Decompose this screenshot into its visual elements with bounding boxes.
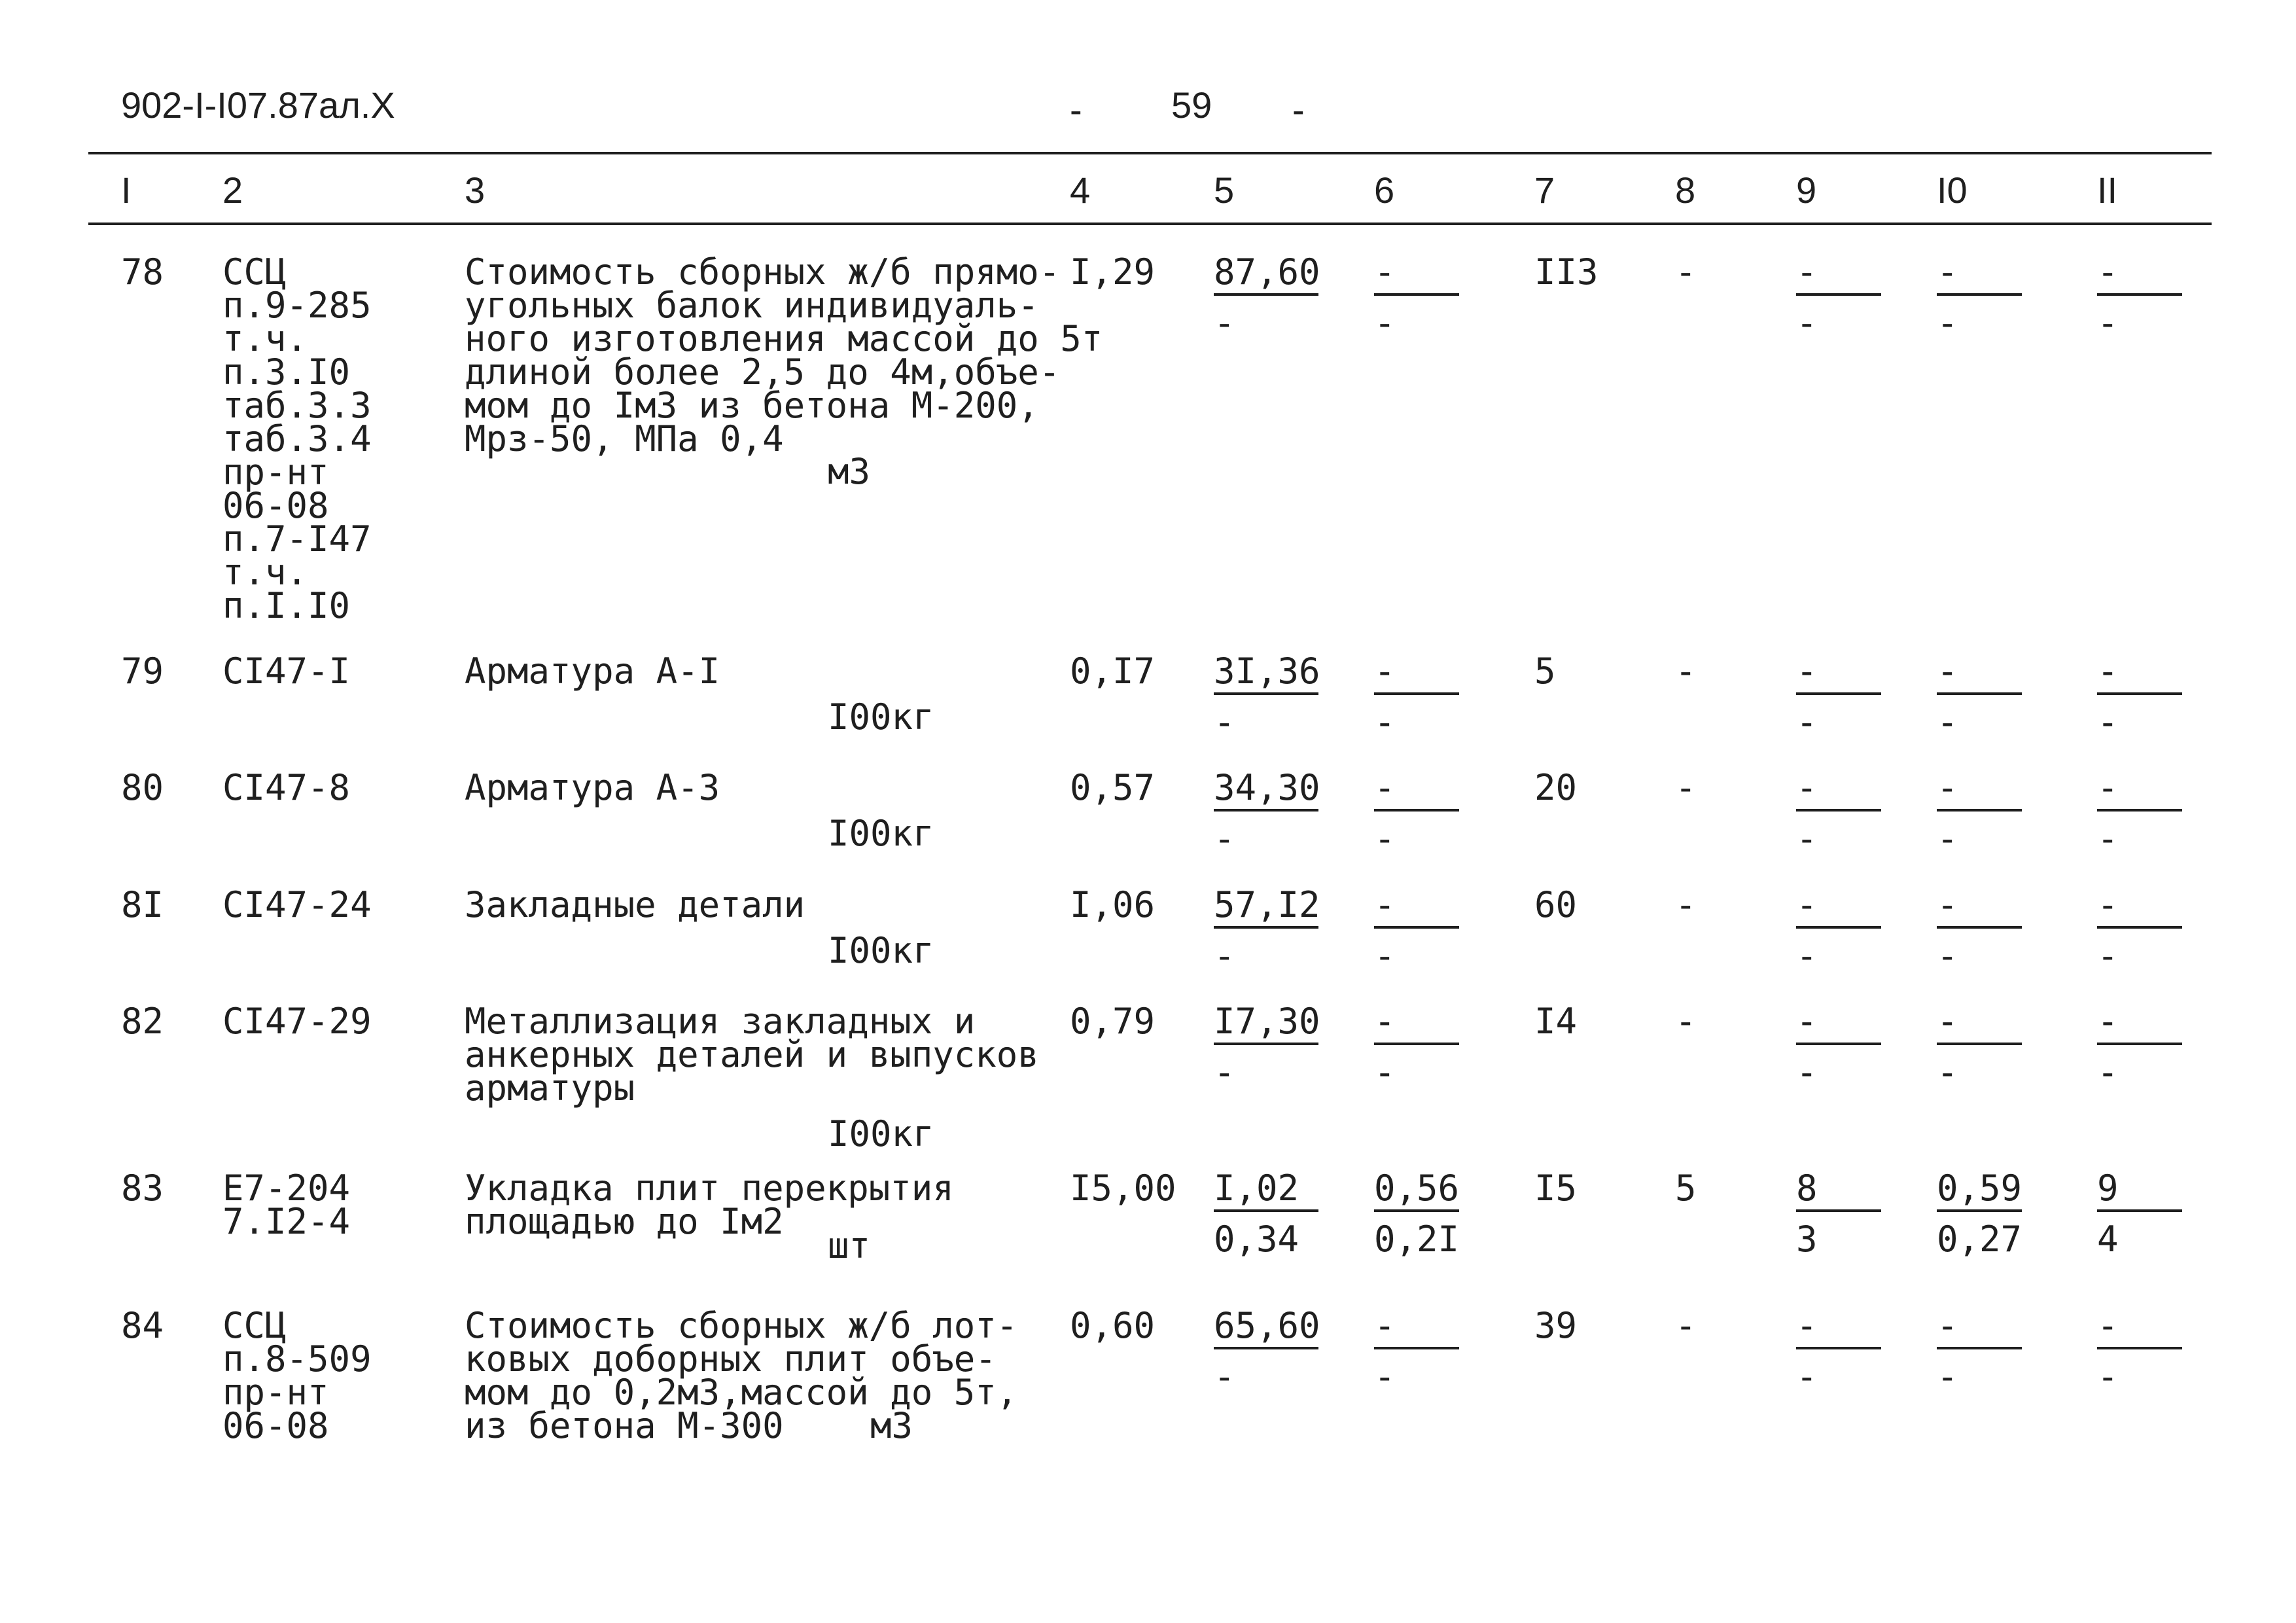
c6-bottom-value: - <box>1374 702 1396 743</box>
c5-top-value: 34,30 <box>1214 767 1320 808</box>
c9-top-value: - <box>1796 1001 1818 1042</box>
c5-fraction-line <box>1214 926 1318 929</box>
c5-top-value: 65,60 <box>1214 1305 1320 1346</box>
c10-bottom-value: - <box>1937 1356 1958 1397</box>
column-header-1: I <box>121 169 132 211</box>
c10-fraction-line <box>1937 1209 2022 1212</box>
unit-of-measure: I00кг <box>828 813 934 854</box>
c9-top-value: - <box>1796 251 1818 293</box>
c11-bottom-value: - <box>2097 1356 2119 1397</box>
c6-bottom-value: - <box>1374 302 1396 344</box>
c5-fraction-line <box>1214 1209 1318 1212</box>
c11-top-value: - <box>2097 1305 2119 1346</box>
c6-bottom-value: 0,2I <box>1374 1219 1460 1260</box>
quantity-value: 0,I7 <box>1070 651 1156 692</box>
col7-value: 5 <box>1534 651 1556 692</box>
price-code-line: таб.3.3 <box>222 385 372 426</box>
c6-fraction-line <box>1374 1209 1459 1212</box>
c6-top-value: - <box>1374 651 1396 692</box>
c11-top-value: - <box>2097 767 2119 808</box>
row-number: 8I <box>121 884 164 925</box>
row-number: 84 <box>121 1305 164 1346</box>
price-code-line: СI47-24 <box>222 884 372 925</box>
row-number: 80 <box>121 767 164 808</box>
unit-of-measure: м3 <box>870 1405 913 1446</box>
c9-top-value: - <box>1796 651 1818 692</box>
c9-bottom-value: - <box>1796 1052 1818 1093</box>
c9-top-value: - <box>1796 767 1818 808</box>
unit-of-measure: I00кг <box>828 1113 934 1154</box>
price-code-line: 06-08 <box>222 1405 329 1446</box>
column-header-4: 4 <box>1070 169 1091 211</box>
col8-value: - <box>1675 1001 1697 1042</box>
c10-top-value: - <box>1937 251 1958 293</box>
work-description-line: угольных балок индивидуаль- <box>465 285 1039 326</box>
col8-value: - <box>1675 251 1697 293</box>
price-code-line: пр-нт <box>222 452 329 493</box>
c9-fraction-line <box>1796 926 1881 929</box>
c11-top-value: - <box>2097 251 2119 293</box>
price-code-line: п.I.I0 <box>222 585 351 626</box>
price-code-line: СI47-I <box>222 651 351 692</box>
c6-top-value: - <box>1374 767 1396 808</box>
c10-fraction-line <box>1937 692 2022 695</box>
work-description-line: анкерных деталей и выпусков <box>465 1034 1039 1075</box>
col8-value: 5 <box>1675 1168 1697 1209</box>
work-description-line: Металлизация закладных и <box>465 1001 976 1042</box>
price-code-line: п.3.I0 <box>222 351 351 393</box>
c10-top-value: - <box>1937 1001 1958 1042</box>
c10-fraction-line <box>1937 809 2022 812</box>
c11-bottom-value: 4 <box>2097 1219 2119 1260</box>
work-description-line: мом до 0,2м3,массой до 5т, <box>465 1372 1018 1413</box>
c9-fraction-line <box>1796 1209 1881 1212</box>
c5-bottom-value: - <box>1214 818 1235 859</box>
price-code-line: ССЦ <box>222 251 287 293</box>
c5-fraction-line <box>1214 809 1318 812</box>
work-description-line: площадью до Iм2 <box>465 1201 784 1242</box>
c11-fraction-line <box>2097 293 2182 296</box>
row-number: 83 <box>121 1168 164 1209</box>
unit-of-measure: I00кг <box>828 696 934 738</box>
c10-bottom-value: - <box>1937 702 1958 743</box>
work-description-line: из бетона М-300 <box>465 1405 784 1446</box>
table-header-bottom-rule <box>88 223 2212 225</box>
c5-bottom-value: - <box>1214 1052 1235 1093</box>
c10-top-value: - <box>1937 651 1958 692</box>
price-code-line: 06-08 <box>222 485 329 526</box>
work-description-line: ковых доборных плит объе- <box>465 1338 997 1380</box>
c10-bottom-value: - <box>1937 302 1958 344</box>
c10-bottom-value: - <box>1937 935 1958 976</box>
page-number: 59 <box>1171 84 1212 126</box>
col8-value: - <box>1675 767 1697 808</box>
c6-top-value: 0,56 <box>1374 1168 1460 1209</box>
row-number: 78 <box>121 251 164 293</box>
c9-fraction-line <box>1796 1347 1881 1349</box>
c5-bottom-value: 0,34 <box>1214 1219 1299 1260</box>
c11-top-value: 9 <box>2097 1168 2119 1209</box>
c6-bottom-value: - <box>1374 818 1396 859</box>
price-code-line: 7.I2-4 <box>222 1201 351 1242</box>
c10-fraction-line <box>1937 1347 2022 1349</box>
c11-bottom-value: - <box>2097 702 2119 743</box>
quantity-value: I5,00 <box>1070 1168 1176 1209</box>
work-description-line: Арматура А-3 <box>465 767 720 808</box>
work-description-line: мом до Iм3 из бетона М-200, <box>465 385 1039 426</box>
c9-top-value: - <box>1796 1305 1818 1346</box>
col7-value: II3 <box>1534 251 1598 293</box>
c6-fraction-line <box>1374 1043 1459 1045</box>
work-description-line: Стоимость сборных ж/б прямо- <box>465 251 1061 293</box>
col7-value: 60 <box>1534 884 1578 925</box>
work-description-line: Арматура А-I <box>465 651 720 692</box>
c5-fraction-line <box>1214 1043 1318 1045</box>
c11-top-value: - <box>2097 1001 2119 1042</box>
c10-top-value: 0,59 <box>1937 1168 2022 1209</box>
col7-value: I5 <box>1534 1168 1578 1209</box>
price-code-line: СI47-29 <box>222 1001 372 1042</box>
col7-value: 20 <box>1534 767 1578 808</box>
c6-fraction-line <box>1374 926 1459 929</box>
price-code-line: п.8-509 <box>222 1338 372 1380</box>
c11-fraction-line <box>2097 692 2182 695</box>
quantity-value: 0,57 <box>1070 767 1156 808</box>
c10-fraction-line <box>1937 293 2022 296</box>
c11-top-value: - <box>2097 651 2119 692</box>
c9-fraction-line <box>1796 809 1881 812</box>
c10-top-value: - <box>1937 884 1958 925</box>
c6-top-value: - <box>1374 1001 1396 1042</box>
c6-top-value: - <box>1374 251 1396 293</box>
c6-bottom-value: - <box>1374 1052 1396 1093</box>
price-code-line: СI47-8 <box>222 767 351 808</box>
quantity-value: 0,79 <box>1070 1001 1156 1042</box>
c9-bottom-value: 3 <box>1796 1219 1818 1260</box>
c5-top-value: 87,60 <box>1214 251 1320 293</box>
column-header-7: 7 <box>1534 169 1555 211</box>
table-top-rule <box>88 152 2212 154</box>
c10-bottom-value: - <box>1937 818 1958 859</box>
price-code-line: т.ч. <box>222 552 308 593</box>
price-code-line: т.ч. <box>222 318 308 359</box>
c10-bottom-value: - <box>1937 1052 1958 1093</box>
c5-top-value: 57,I2 <box>1214 884 1320 925</box>
c5-top-value: I,02 <box>1214 1168 1299 1209</box>
c10-bottom-value: 0,27 <box>1937 1219 2022 1260</box>
c11-fraction-line <box>2097 1209 2182 1212</box>
c11-fraction-line <box>2097 926 2182 929</box>
col8-value: - <box>1675 651 1697 692</box>
column-header-11: II <box>2097 169 2118 211</box>
work-description-line: Укладка плит перекрытия <box>465 1168 954 1209</box>
c6-top-value: - <box>1374 1305 1396 1346</box>
c9-bottom-value: - <box>1796 935 1818 976</box>
row-number: 79 <box>121 651 164 692</box>
price-code-line: п.9-285 <box>222 285 372 326</box>
c6-bottom-value: - <box>1374 1356 1396 1397</box>
column-header-9: 9 <box>1796 169 1817 211</box>
work-description-line: Закладные детали <box>465 884 805 925</box>
c5-top-value: 3I,36 <box>1214 651 1320 692</box>
c6-fraction-line <box>1374 1347 1459 1349</box>
c10-top-value: - <box>1937 1305 1958 1346</box>
col7-value: I4 <box>1534 1001 1578 1042</box>
c6-bottom-value: - <box>1374 935 1396 976</box>
c5-fraction-line <box>1214 1347 1318 1349</box>
c11-fraction-line <box>2097 809 2182 812</box>
c11-bottom-value: - <box>2097 302 2119 344</box>
c5-fraction-line <box>1214 293 1318 296</box>
c9-fraction-line <box>1796 1043 1881 1045</box>
col7-value: 39 <box>1534 1305 1578 1346</box>
page-number-dash-left: - <box>1070 89 1082 130</box>
c9-bottom-value: - <box>1796 818 1818 859</box>
quantity-value: 0,60 <box>1070 1305 1156 1346</box>
c9-top-value: - <box>1796 884 1818 925</box>
work-description-line: Мрз-50, МПа 0,4 <box>465 418 784 459</box>
c5-fraction-line <box>1214 692 1318 695</box>
c6-fraction-line <box>1374 692 1459 695</box>
unit-of-measure: I00кг <box>828 930 934 971</box>
price-code-line: ССЦ <box>222 1305 287 1346</box>
c9-fraction-line <box>1796 692 1881 695</box>
column-header-3: 3 <box>465 169 486 211</box>
page-number-dash-right: - <box>1292 89 1305 130</box>
price-code-line: пр-нт <box>222 1372 329 1413</box>
c11-fraction-line <box>2097 1043 2182 1045</box>
c10-top-value: - <box>1937 767 1958 808</box>
c10-fraction-line <box>1937 926 2022 929</box>
column-header-6: 6 <box>1374 169 1395 211</box>
c9-fraction-line <box>1796 293 1881 296</box>
column-header-2: 2 <box>222 169 243 211</box>
c6-fraction-line <box>1374 809 1459 812</box>
c9-bottom-value: - <box>1796 1356 1818 1397</box>
c10-fraction-line <box>1937 1043 2022 1045</box>
unit-of-measure: м3 <box>828 451 871 492</box>
price-code-line: Е7-204 <box>222 1168 351 1209</box>
price-code-line: таб.3.4 <box>222 418 372 459</box>
col8-value: - <box>1675 884 1697 925</box>
column-header-8: 8 <box>1675 169 1696 211</box>
c11-bottom-value: - <box>2097 818 2119 859</box>
unit-of-measure: шт <box>828 1225 871 1266</box>
column-header-5: 5 <box>1214 169 1235 211</box>
c9-top-value: 8 <box>1796 1168 1818 1209</box>
quantity-value: I,29 <box>1070 251 1156 293</box>
quantity-value: I,06 <box>1070 884 1156 925</box>
c9-bottom-value: - <box>1796 302 1818 344</box>
work-description-line: длиной более 2,5 до 4м,объе- <box>465 351 1061 393</box>
c9-bottom-value: - <box>1796 702 1818 743</box>
work-description-line: арматуры <box>465 1067 635 1109</box>
row-number: 82 <box>121 1001 164 1042</box>
c5-bottom-value: - <box>1214 935 1235 976</box>
c11-bottom-value: - <box>2097 1052 2119 1093</box>
c11-bottom-value: - <box>2097 935 2119 976</box>
c6-top-value: - <box>1374 884 1396 925</box>
c6-fraction-line <box>1374 293 1459 296</box>
c5-bottom-value: - <box>1214 702 1235 743</box>
col8-value: - <box>1675 1305 1697 1346</box>
c5-top-value: I7,30 <box>1214 1001 1320 1042</box>
work-description-line: ного изготовления массой до 5т <box>465 318 1103 359</box>
work-description-line: Стоимость сборных ж/б лот- <box>465 1305 1018 1346</box>
c5-bottom-value: - <box>1214 302 1235 344</box>
c5-bottom-value: - <box>1214 1356 1235 1397</box>
c11-top-value: - <box>2097 884 2119 925</box>
column-header-10: I0 <box>1937 169 1968 211</box>
document-code: 902-I-I07.87ал.X <box>121 84 395 126</box>
price-code-line: п.7-I47 <box>222 518 372 560</box>
c11-fraction-line <box>2097 1347 2182 1349</box>
